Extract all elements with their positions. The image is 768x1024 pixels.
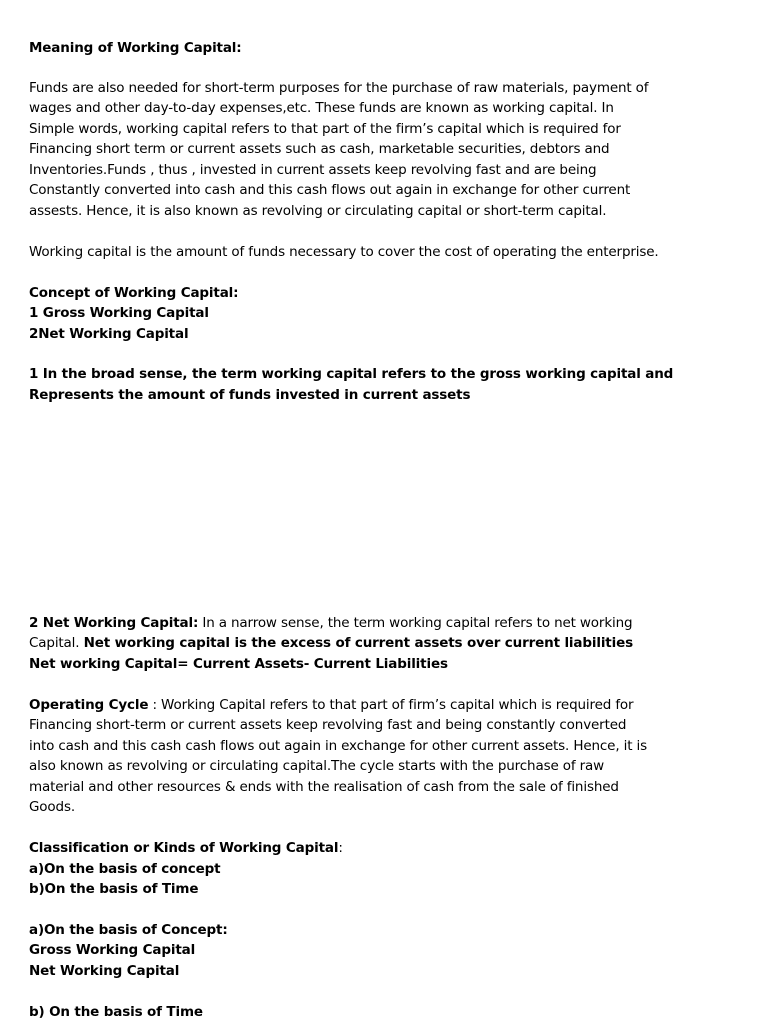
gross-definition-line: 1 In the broad sense, the term working capital refers to the gross working capital and bbox=[29, 366, 674, 382]
net-text: Capital. bbox=[29, 635, 84, 651]
gross-definition-line: Represents the amount of funds invested in current assets bbox=[29, 387, 471, 403]
concept-basis-item: Gross Working Capital bbox=[29, 942, 196, 958]
operating-cycle-line: also known as revolving or circulating capital.The cycle starts with the purchase of raw bbox=[29, 758, 605, 774]
net-text: In a narrow sense, the term working capital refers to net working bbox=[198, 615, 633, 631]
paragraph-line: Funds are also needed for short-term purposes for the purchase of raw materials, payment of bbox=[29, 80, 649, 96]
classification-heading-text: Classification or Kinds of Working Capital bbox=[29, 840, 339, 856]
classification-heading-colon: : bbox=[338, 840, 343, 856]
paragraph-line: assests. Hence, it is also known as revolving or circulating capital or short-term capital. bbox=[29, 203, 607, 219]
concept-item: 2Net Working Capital bbox=[29, 326, 189, 342]
concept-basis-item: Net Working Capital bbox=[29, 963, 180, 979]
operating-cycle-label: Operating Cycle bbox=[29, 697, 149, 713]
classification-item: b)On the basis of Time bbox=[29, 881, 199, 897]
paragraph-line: Inventories.Funds , thus , invested in current assets keep revolving fast and are being bbox=[29, 162, 597, 178]
net-formula: Net working Capital= Current Assets- Current Liabilities bbox=[29, 656, 448, 672]
operating-cycle-line: into cash and this cash cash flows out again in exchange for other current assets. Hence, it is bbox=[29, 738, 647, 754]
net-definition-line bbox=[29, 633, 633, 653]
classification-item: a)On the basis of concept bbox=[29, 861, 221, 877]
paragraph-line: Constantly converted into cash and this cash flows out again in exchange for other current bbox=[29, 182, 631, 198]
operating-cycle-line: Goods. bbox=[29, 799, 75, 815]
document-page bbox=[29, 0, 759, 1024]
paragraph-line: wages and other day-to-day expenses,etc. These funds are known as working capital. In bbox=[29, 100, 614, 116]
concept-basis-heading: a)On the basis of Concept: bbox=[29, 922, 228, 938]
paragraph-line: Financing short term or current assets such as cash, marketable securities, debtors and bbox=[29, 141, 610, 157]
time-basis-heading: b) On the basis of Time bbox=[29, 1004, 203, 1020]
net-definition-line bbox=[29, 613, 632, 633]
operating-cycle-line: material and other resources & ends with the realisation of cash from the sale of finished bbox=[29, 779, 619, 795]
paragraph-line: Simple words, working capital refers to that part of the firm’s capital which is required for bbox=[29, 121, 621, 137]
net-label: 2 Net Working Capital: bbox=[29, 615, 199, 631]
operating-cycle-line: Financing short-term or current assets keep revolving fast and being constantly converted bbox=[29, 717, 627, 733]
concept-heading: Concept of Working Capital: bbox=[29, 285, 239, 301]
net-emphasis: Net working capital is the excess of current assets over current liabilities bbox=[83, 635, 633, 651]
operating-cycle-line bbox=[29, 695, 633, 715]
operating-cycle-text: : Working Capital refers to that part of firm’s capital which is required for bbox=[148, 697, 634, 713]
classification-heading bbox=[29, 838, 343, 858]
document-title: Meaning of Working Capital: bbox=[29, 40, 242, 56]
definition-paragraph: Working capital is the amount of funds necessary to cover the cost of operating the enterprise. bbox=[29, 244, 659, 260]
concept-item: 1 Gross Working Capital bbox=[29, 305, 209, 321]
